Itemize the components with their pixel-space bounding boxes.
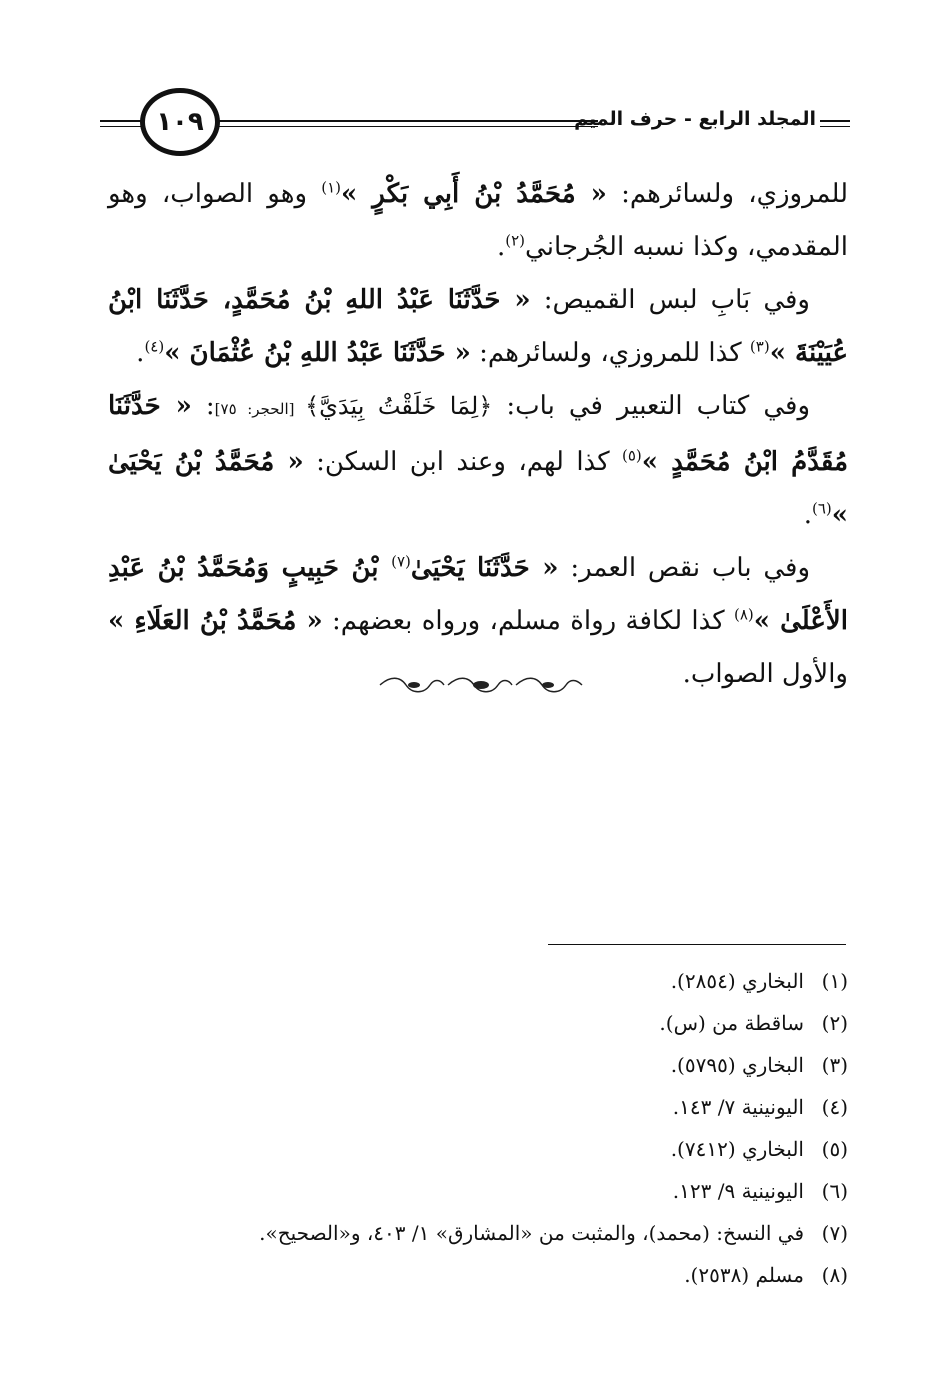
- footnote-number: (٤): [821, 1095, 848, 1119]
- footnote: [148, 1086, 848, 1128]
- footnote: [148, 1044, 848, 1086]
- text-segment: وهو الصواب، وهو المقدمي، وكذا نسبه الجُرجاني: [108, 179, 848, 262]
- text-segment: :: [191, 391, 215, 421]
- footnote-number: (٧): [821, 1221, 848, 1245]
- header-rule: [100, 126, 142, 127]
- quoted-chain: « مُحَمَّدُ بْنُ يَحْيَىٰ »: [108, 447, 848, 530]
- paragraph: [108, 274, 848, 380]
- header-rule: [218, 120, 598, 122]
- main-text: [108, 168, 848, 701]
- text-segment: وفي باب نقص العمر:: [558, 553, 811, 583]
- header-rule: [820, 126, 850, 127]
- text-segment: للمروزي، ولسائرهم:: [606, 179, 848, 209]
- text-segment: .: [803, 500, 812, 530]
- footnote-separator: [548, 944, 846, 945]
- footnote-text: البخاري (٧٤١٢).: [670, 1137, 804, 1161]
- quoted-chain: « مُحَمَّدُ بْنُ العَلَاءِ »: [108, 606, 323, 636]
- footnote-text: البخاري (٥٧٩٥).: [670, 1053, 804, 1077]
- paragraph: [108, 168, 848, 274]
- text-segment: .: [496, 232, 506, 262]
- footnote-text: اليونينية ٧/ ١٤٣.: [672, 1095, 804, 1119]
- footnote-number: (٢): [821, 1011, 848, 1035]
- footnote-text: اليونينية ٩/ ١٢٣.: [672, 1179, 804, 1203]
- footnote-ref: (٣): [749, 337, 770, 356]
- footnotes-list: [148, 960, 848, 1296]
- header-rule: [820, 120, 850, 122]
- quoted-chain: « حَدَّثَنَا عَبْدُ اللهِ بْنُ مُحَمَّدٍ، حَدَّثَنَا ابْنُ عُيَيْنَةَ »: [108, 285, 848, 368]
- footnote-text: البخاري (٢٨٥٤).: [670, 969, 804, 993]
- page-number-ring: [140, 88, 220, 156]
- footnote-text: ساقطة من (س).: [659, 1011, 804, 1035]
- footnote: [148, 1254, 848, 1296]
- footnote-ref: (٤): [144, 337, 165, 356]
- footnote: [148, 1212, 848, 1254]
- verse-reference: [الحجر: ٧٥]: [214, 400, 306, 418]
- footnote: [148, 1128, 848, 1170]
- text-segment: كذا لكافة رواة مسلم، ورواه بعضهم:: [322, 606, 734, 636]
- quoted-chain: بْنُ حَبِيبٍ وَمُحَمَّدُ بْنُ عَبْدِ الأَعْلَىٰ »: [108, 553, 848, 636]
- paragraph: [108, 380, 848, 542]
- running-head: المجلد الرابع - حرف الميم: [574, 108, 816, 130]
- footnote-number: (٥): [821, 1137, 848, 1161]
- footnote-text: مسلم (٢٥٣٨).: [684, 1263, 804, 1287]
- footnote: [148, 1002, 848, 1044]
- footnote-ref: (٨): [734, 605, 754, 624]
- page-header: [100, 82, 850, 162]
- footnote-ref: (٦): [811, 499, 832, 518]
- quoted-chain: « مُحَمَّدُ بْنُ أَبِي بَكْرٍ »: [340, 179, 607, 209]
- footnote-number: (٦): [821, 1179, 848, 1203]
- quran-quote: ﴿لِمَا خَلَقْتُ بِيَدَيَّ﴾: [305, 392, 493, 420]
- page-number: ١٠٩: [156, 107, 204, 137]
- footnote-number: (٣): [821, 1053, 848, 1077]
- text-segment: كذا لهم، وعند ابن السكن:: [303, 447, 622, 477]
- footnote: [148, 1170, 848, 1212]
- text-segment: .: [136, 338, 145, 368]
- text-segment: وفي بَابِ لبس القميص:: [530, 285, 810, 315]
- footnote-text: في النسخ: (محمد)، والمثبت من «المشارق» ١/ ٤٠٣، و«الصحيح».: [259, 1221, 804, 1245]
- header-rule: [100, 120, 142, 122]
- footnote-ref: (١): [321, 178, 341, 197]
- quoted-chain: « حَدَّثَنَا يَحْيَىٰ: [410, 553, 559, 583]
- quoted-chain: « حَدَّثَنَا مُقَدَّمُ ابْنُ مُحَمَّدٍ »: [108, 391, 849, 477]
- text-segment: والأول الصواب.: [682, 659, 848, 689]
- text-segment: كذا للمروزي، ولسائرهم:: [470, 338, 750, 368]
- footnote-ref: (٥): [621, 446, 642, 465]
- footnote-ref: (٢): [505, 231, 526, 250]
- text-segment: وفي كتاب التعبير في باب:: [492, 391, 810, 421]
- footnote: [148, 960, 848, 1002]
- quoted-chain: « حَدَّثَنَا عَبْدُ اللهِ بْنُ عُثْمَانَ »: [164, 338, 471, 368]
- footnote-number: (١): [821, 969, 848, 993]
- footnote-ref: (٧): [391, 552, 411, 571]
- floral-divider-icon: [376, 674, 586, 696]
- header-rule: [218, 126, 598, 127]
- footnote-number: (٨): [821, 1263, 848, 1287]
